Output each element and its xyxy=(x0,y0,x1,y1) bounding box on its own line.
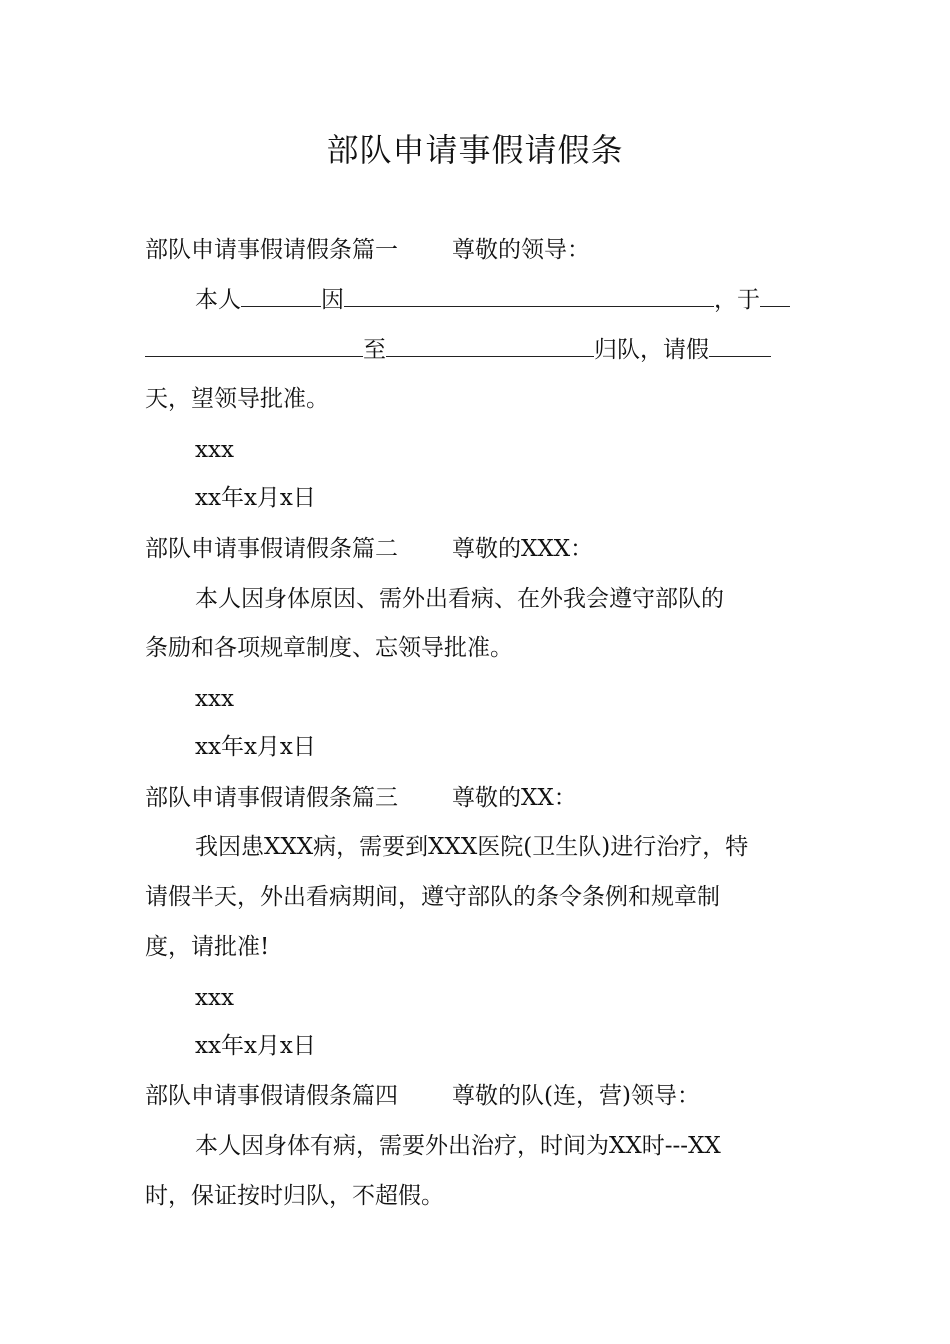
section-4-header xyxy=(145,1080,810,1112)
section-3-salutation: 尊敬的XX： xyxy=(452,785,577,811)
blank-start-date-cont xyxy=(145,334,363,357)
section-1-date: xx年x月x日 xyxy=(195,485,316,511)
section-3-body-line-2: 请假半天，外出看病期间，遵守部队的条令条例和规章制 xyxy=(145,884,720,910)
section-1-header xyxy=(145,234,810,266)
section-3-heading: 部队申请事假请假条篇三 xyxy=(145,785,398,811)
section-2-header xyxy=(145,533,810,565)
blank-reason xyxy=(344,284,714,307)
blank-name xyxy=(241,284,321,307)
section-4-body-line-2: 时，保证按时归队，不超假。 xyxy=(145,1183,444,1209)
section-4-heading: 部队申请事假请假条篇四 xyxy=(145,1083,398,1109)
section-3-header xyxy=(145,782,810,814)
section-1-salutation: 尊敬的领导： xyxy=(452,237,590,263)
section-2-signature: xxx xyxy=(195,686,234,712)
section-2-body-line-1: 本人因身体原因、需外出看病、在外我会遵守部队的 xyxy=(195,586,724,612)
section-3-signature: xxx xyxy=(195,985,234,1011)
section-3-body-line-3: 度，请批准! xyxy=(145,934,270,960)
section-2-salutation: 尊敬的XXX： xyxy=(452,536,594,562)
section-1-heading: 部队申请事假请假条篇一 xyxy=(145,237,398,263)
section-1-form-line-2: 至 归队，请假 xyxy=(145,334,810,366)
section-2-date: xx年x月x日 xyxy=(195,734,316,760)
section-2-heading: 部队申请事假请假条篇二 xyxy=(145,536,398,562)
section-1-form-line-1: 本人 因 ，于 xyxy=(195,284,810,316)
document-title: 部队申请事假请假条 xyxy=(326,131,624,169)
section-4-body-line-1: 本人因身体有病，需要外出治疗，时间为XX时---XX xyxy=(195,1133,721,1159)
blank-start-date xyxy=(760,284,790,307)
blank-end-date xyxy=(386,334,594,357)
blank-days xyxy=(709,334,771,357)
section-1-form-line-3: 天，望领导批准。 xyxy=(145,386,329,412)
section-2-body-line-2: 条励和各项规章制度、忘领导批准。 xyxy=(145,635,513,661)
section-3-body-line-1: 我因患XXX病，需要到XXX医院(卫生队)进行治疗，特 xyxy=(195,834,749,860)
section-1-signature: xxx xyxy=(195,437,234,463)
section-4-salutation: 尊敬的队(连，营)领导： xyxy=(452,1083,700,1109)
section-3-date: xx年x月x日 xyxy=(195,1033,316,1059)
